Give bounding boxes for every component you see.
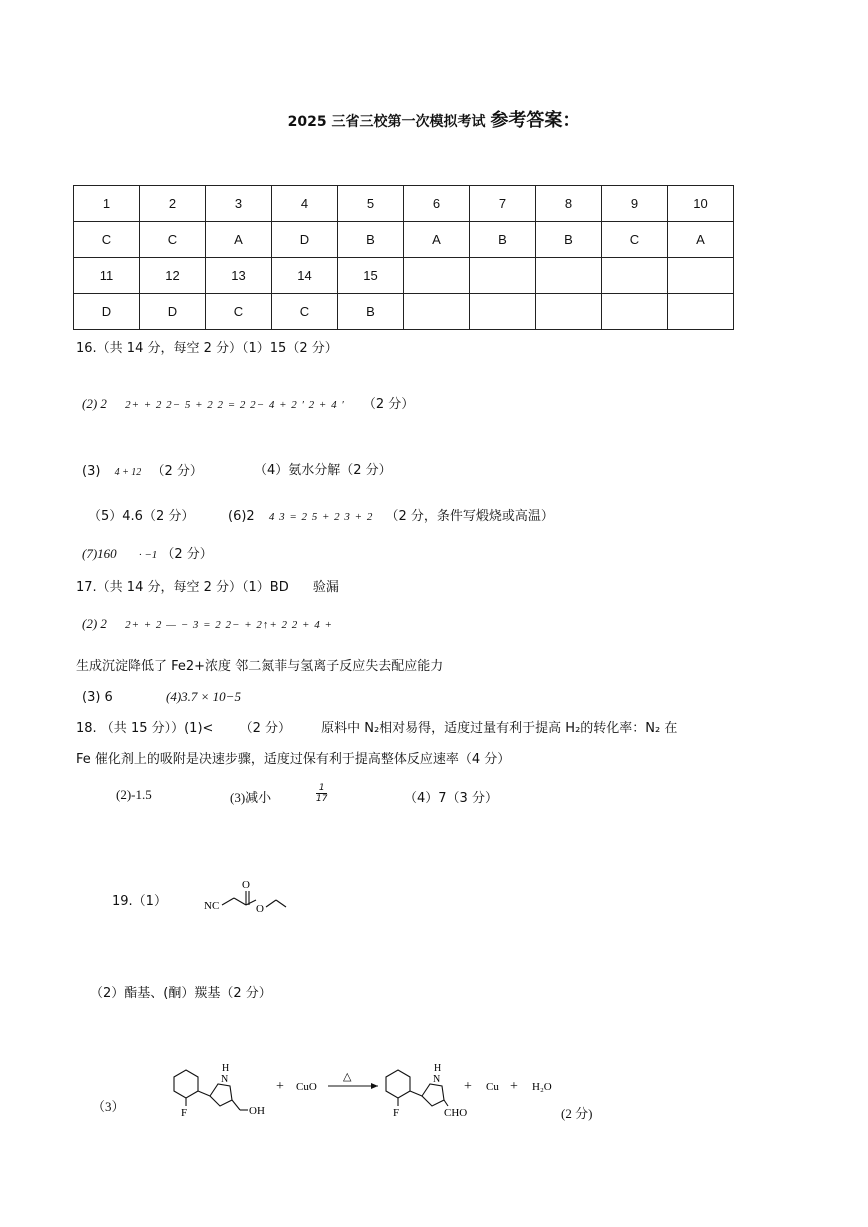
- answer-cell: A: [668, 222, 734, 258]
- q17-part4: (4)3.7 × 10−5: [166, 689, 241, 704]
- ethyl-cyanoacetate-structure: [200, 876, 290, 918]
- q18-part3-fraction: [316, 783, 327, 804]
- product-cho-label: CHO: [444, 1107, 468, 1119]
- question-number-cell: 7: [470, 186, 536, 222]
- answer-row: [74, 294, 734, 330]
- answer-cell: D: [140, 294, 206, 330]
- answer-cell: C: [74, 222, 140, 258]
- question-number-cell: 14: [272, 258, 338, 294]
- cu-label: Cu: [486, 1081, 499, 1093]
- question-number-cell: 3: [206, 186, 272, 222]
- answer-cell: B: [338, 294, 404, 330]
- question-number-cell: [404, 258, 470, 294]
- answer-cell: B: [470, 222, 536, 258]
- fraction-denominator: 17: [316, 794, 328, 804]
- answer-cell: [602, 294, 668, 330]
- title-main: 2025 三省三校第一次模拟考试: [287, 114, 486, 130]
- fraction-numerator: 1: [316, 783, 327, 794]
- answer-cell: [470, 294, 536, 330]
- heat-condition-label: △: [343, 1071, 352, 1083]
- q17-part2-label: (2) 2: [82, 616, 107, 631]
- plus-sign: +: [464, 1079, 472, 1094]
- q17-part2-equation: 2+ + 2 — − 3 = 2 2− + 2↑+ 2 2 + 4 +: [125, 619, 333, 631]
- plus-sign: +: [510, 1079, 518, 1094]
- question-number-cell: 13: [206, 258, 272, 294]
- struct-nc-label: NC: [204, 900, 220, 912]
- q18-part3: (3)减小: [230, 790, 272, 805]
- question-number-row: [74, 186, 734, 222]
- reactant-structure: [174, 1063, 265, 1119]
- reactant-n-label: N: [221, 1074, 229, 1085]
- question-number-row: [74, 258, 734, 294]
- answer-cell: D: [74, 294, 140, 330]
- q16-part3: [82, 460, 203, 479]
- question-number-cell: 9: [602, 186, 668, 222]
- product-h-label: H: [434, 1063, 442, 1074]
- answer-cell: A: [206, 222, 272, 258]
- answer-cell: [404, 294, 470, 330]
- question-number-cell: 15: [338, 258, 404, 294]
- question-number-cell: [668, 258, 734, 294]
- q16-header: 16.（共 14 分，每空 2 分）（1）15（2 分）: [76, 341, 338, 356]
- reactant-oh-label: OH: [249, 1105, 265, 1117]
- q16-part3-formula: 4 + 12: [114, 467, 142, 478]
- question-number-cell: [470, 258, 536, 294]
- q16-part4: （4）氨水分解（2 分）: [254, 463, 392, 478]
- q18-line2: Fe 催化剂上的吸附是决速步骤，适度过保有利于提高整体反应速率（4 分）: [76, 752, 511, 767]
- answer-cell: [668, 294, 734, 330]
- question-number-cell: [602, 258, 668, 294]
- title-suffix: 参考答案：: [490, 110, 581, 131]
- answer-cell: C: [602, 222, 668, 258]
- q19-part1: 19.（1）: [112, 894, 167, 909]
- q16-part7-label: (7)160: [82, 546, 117, 561]
- struct-o-top-label: O: [242, 879, 250, 891]
- q17-part3: (3) 6: [82, 690, 113, 705]
- q16-part6-score: （2 分，条件写煅烧或高温）: [385, 509, 554, 524]
- question-number-cell: 2: [140, 186, 206, 222]
- product-f-label: F: [393, 1107, 400, 1119]
- q16-part2: [82, 393, 414, 412]
- q18-part4: （4）7（3 分）: [404, 791, 498, 806]
- q18-line1-c: 原料中 N₂相对易得，适度过量有利于提高 H₂的转化率：N₂ 在: [321, 721, 678, 736]
- answer-cell: C: [272, 294, 338, 330]
- cuo-label: CuO: [296, 1081, 317, 1093]
- product-n-label: N: [433, 1074, 441, 1085]
- h2o-label: H₂O: [532, 1081, 552, 1093]
- q16-part5: （5）4.6（2 分）: [88, 509, 195, 524]
- answer-cell: C: [206, 294, 272, 330]
- answer-row: [74, 222, 734, 258]
- reactant-h-label: H: [222, 1063, 230, 1074]
- answer-cell: A: [404, 222, 470, 258]
- page-title: [0, 106, 868, 132]
- q18-part2: (2)-1.5: [116, 787, 152, 802]
- q19-part2: （2）酯基、(酮）羰基（2 分）: [90, 986, 272, 1001]
- plus-sign: +: [276, 1079, 284, 1094]
- question-number-cell: 12: [140, 258, 206, 294]
- q16-part6: [228, 505, 554, 524]
- q17-header-text: 17.（共 14 分，每空 2 分）（1）BD: [76, 580, 289, 595]
- q18-line1-a: 18. （共 15 分））(1)<: [76, 721, 214, 736]
- q17-part2: [82, 616, 333, 632]
- question-number-cell: 5: [338, 186, 404, 222]
- q16-part6-equation: 4 3 = 2 5 + 2 3 + 2: [268, 511, 374, 523]
- q16-part7: [82, 543, 213, 562]
- question-number-cell: 1: [74, 186, 140, 222]
- q16-part3-label: (3): [82, 464, 101, 479]
- q19-part3: （3）: [92, 1099, 125, 1114]
- question-number-cell: 6: [404, 186, 470, 222]
- q18-line1-b: （2 分）: [239, 721, 291, 736]
- answer-cell: [536, 294, 602, 330]
- answer-table: [73, 185, 734, 330]
- q16-part7-score: （2 分）: [161, 547, 213, 562]
- answer-cell: B: [536, 222, 602, 258]
- q16-part7-unit: · −1: [138, 549, 158, 561]
- answer-cell: B: [338, 222, 404, 258]
- q17-header: [76, 576, 339, 595]
- answer-cell: D: [272, 222, 338, 258]
- reaction-scheme: [160, 1060, 620, 1132]
- answer-cell: C: [140, 222, 206, 258]
- question-number-cell: [536, 258, 602, 294]
- question-number-cell: 8: [536, 186, 602, 222]
- q16-part6-label: (6)2: [228, 509, 255, 524]
- question-number-cell: 10: [668, 186, 734, 222]
- q17-explanation: 生成沉淀降低了 Fe2+浓度 邻二氮菲与氢离子反应失去配应能力: [76, 659, 444, 674]
- struct-o-mid-label: O: [256, 903, 264, 915]
- q16-part2-score: （2 分）: [362, 397, 415, 412]
- q19-part3-score: (2 分): [561, 1106, 593, 1121]
- product-structure: [386, 1063, 467, 1119]
- q17-header-extra: 验漏: [312, 580, 339, 595]
- q16-part3-score: （2 分）: [151, 464, 203, 479]
- q18-line1: [76, 717, 677, 736]
- reactant-f-label: F: [181, 1107, 188, 1119]
- q16-part2-equation: 2+ + 2 2− 5 + 2 2 = 2 2− 4 + 2 ′ 2 + 4 ′: [125, 399, 345, 411]
- q16-part2-label: (2) 2: [82, 396, 107, 411]
- question-number-cell: 11: [74, 258, 140, 294]
- question-number-cell: 4: [272, 186, 338, 222]
